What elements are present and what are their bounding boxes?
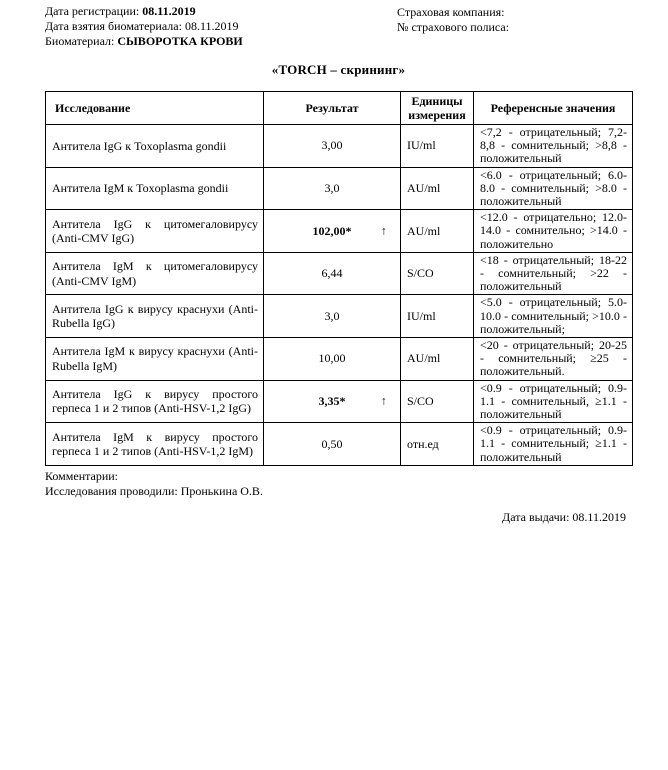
report-footer	[45, 469, 632, 499]
test-name: Антитела IgM к вирусу простого герпеса 1 и 2 типов (Anti-HSV-1,2 IgM)	[46, 423, 264, 466]
result-value: 102,00*	[312, 223, 352, 238]
units-value: AU/ml	[401, 210, 474, 253]
table-row	[46, 338, 633, 381]
result-value: 10,00	[318, 351, 346, 366]
reference-values: <6.0 - отрицательный; 6.0-8.0 - сомнительный; >8.0 - положительный	[474, 167, 633, 210]
table-row	[46, 125, 633, 168]
test-name: Антитела IgG к вирусу простого герпеса 1 и 2 типов (Anti-HSV-1,2 IgG)	[46, 380, 264, 423]
reference-values: <7,2 - отрицательный; 7,2-8,8 - сомнительный; >8,8 - положительный	[474, 125, 633, 168]
test-name: Антитела IgM к цитомегаловирусу (Anti-CMV IgM)	[46, 252, 264, 295]
registration-date-label: Дата регистрации:	[45, 4, 140, 18]
result-value: 3,0	[324, 308, 340, 323]
test-name: Антитела IgM к вирусу краснухи (Anti-Rubella IgM)	[46, 338, 264, 381]
table-row	[46, 252, 633, 295]
reference-values: <5.0 - отрицательный; 5.0-10.0 - сомнительный; >10.0 - положительный;	[474, 295, 633, 338]
insurance-company-line: Страховая компания:	[397, 5, 505, 19]
units-value: отн.ед	[401, 423, 474, 466]
header-right-block	[397, 5, 509, 35]
result-cell	[264, 167, 401, 210]
issue-date-line: Дата выдачи: 08.11.2019	[502, 509, 626, 524]
performed-by-line: Исследования проводили: Пронькина О.В.	[45, 483, 263, 498]
registration-date-value: 08.11.2019	[142, 4, 196, 18]
table-row	[46, 380, 633, 423]
up-arrow-icon: ↑	[381, 393, 387, 408]
reference-values: <18 - отрицательный; 18-22 - сомнительный; >22 - положительный	[474, 252, 633, 295]
result-cell	[264, 380, 401, 423]
column-header-test: Исследование	[46, 92, 264, 125]
result-cell	[264, 423, 401, 466]
result-value: 3,35*	[318, 393, 346, 408]
page-title: «TORCH – скрининг»	[271, 62, 406, 77]
reference-values: <0.9 - отрицательный; 0.9-1.1 - сомнительный; ≥1.1 - положительный	[474, 423, 633, 466]
result-cell	[264, 338, 401, 381]
reference-values: <12.0 - отрицательно; 12.0-14.0 - сомнительно; >14.0 - положительно	[474, 210, 633, 253]
table-row	[46, 167, 633, 210]
result-value: 0,50	[321, 436, 343, 451]
comments-label: Комментарии:	[45, 468, 119, 483]
test-name: Антитела IgM к Toxoplasma gondii	[46, 167, 264, 210]
column-header-result: Результат	[264, 92, 401, 125]
result-value: 3,0	[324, 180, 340, 195]
test-name: Антитела IgG к Toxoplasma gondii	[46, 125, 264, 168]
insurance-policy-line: № страхового полиса:	[397, 20, 510, 34]
table-header-row	[46, 92, 633, 125]
results-table	[45, 91, 633, 466]
units-value: AU/ml	[401, 338, 474, 381]
result-cell	[264, 210, 401, 253]
table-row	[46, 210, 633, 253]
result-value: 6,44	[321, 266, 343, 281]
test-name: Антитела IgG к цитомегаловирусу (Anti-CMV IgG)	[46, 210, 264, 253]
units-value: AU/ml	[401, 167, 474, 210]
biomaterial-value: СЫВОРОТКА КРОВИ	[117, 34, 243, 48]
table-row	[46, 295, 633, 338]
registration-date-line	[45, 4, 632, 19]
biomaterial-label: Биоматериал:	[45, 34, 115, 48]
result-cell	[264, 125, 401, 168]
units-value: S/CO	[401, 380, 474, 423]
table-row	[46, 423, 633, 466]
biomaterial-date-line	[45, 19, 632, 34]
biomaterial-date-value: 08.11.2019	[184, 19, 239, 33]
column-header-units: Единицы измерения	[401, 92, 474, 125]
result-value: 3,00	[321, 138, 343, 153]
result-cell	[264, 252, 401, 295]
reference-values: <20 - отрицательный; 20-25 - сомнительный; ≥25 - положительный.	[474, 338, 633, 381]
biomaterial-line	[45, 34, 632, 49]
units-value: IU/ml	[401, 125, 474, 168]
biomaterial-date-label: Дата взятия биоматериала:	[45, 19, 182, 33]
column-header-reference: Референсные значения	[474, 92, 633, 125]
units-value: IU/ml	[401, 295, 474, 338]
header-left-block	[45, 4, 632, 49]
result-cell	[264, 295, 401, 338]
test-name: Антитела IgG к вирусу краснухи (Anti-Rubella IgG)	[46, 295, 264, 338]
report-header	[45, 4, 632, 49]
units-value: S/CO	[401, 252, 474, 295]
up-arrow-icon: ↑	[381, 223, 387, 238]
reference-values: <0.9 - отрицательный; 0.9-1.1 - сомнительный, ≥1.1 - положительный	[474, 380, 633, 423]
